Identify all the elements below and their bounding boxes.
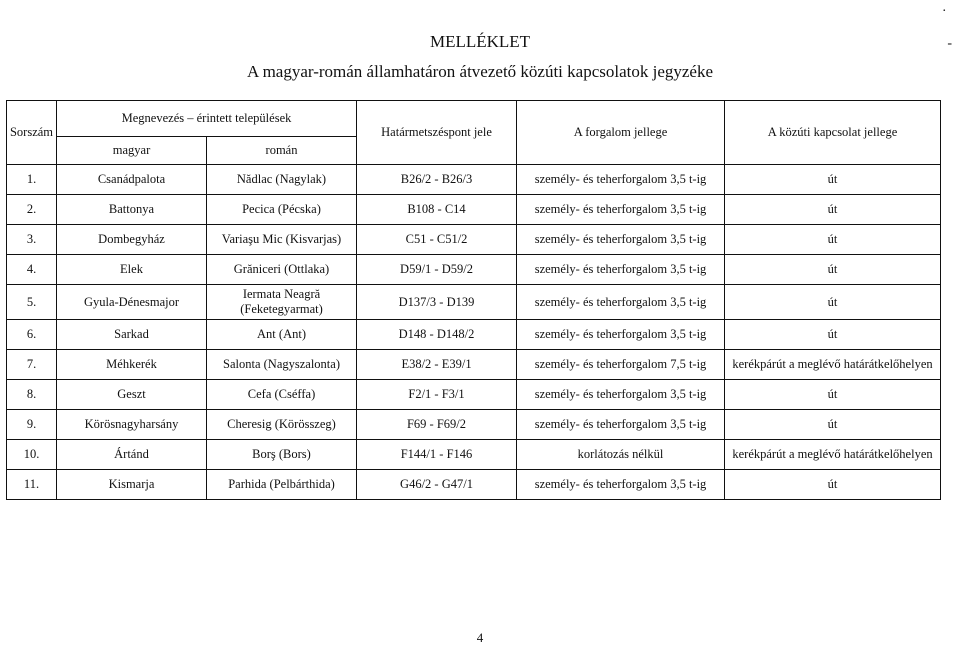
hu-settlement: Sarkad bbox=[57, 320, 207, 350]
traffic-type: személy- és teherforgalom 3,5 t-ig bbox=[517, 255, 725, 285]
ro-settlement: Salonta (Nagyszalonta) bbox=[207, 350, 357, 380]
col-index-header: Sorszám bbox=[7, 101, 57, 165]
row-index: 2. bbox=[7, 195, 57, 225]
traffic-type: korlátozás nélkül bbox=[517, 440, 725, 470]
crossing-point: D137/3 - D139 bbox=[357, 285, 517, 320]
corner-dot-mark: . bbox=[942, 0, 946, 15]
header-row-top bbox=[7, 101, 941, 137]
row-index: 3. bbox=[7, 225, 57, 255]
col-ro-header: román bbox=[207, 137, 357, 165]
table-body bbox=[7, 165, 941, 500]
ro-settlement: Ant (Ant) bbox=[207, 320, 357, 350]
table-row bbox=[7, 285, 941, 320]
connection-type: út bbox=[725, 410, 941, 440]
table-row bbox=[7, 410, 941, 440]
ro-settlement: Grăniceri (Ottlaka) bbox=[207, 255, 357, 285]
crossing-point: G46/2 - G47/1 bbox=[357, 470, 517, 500]
table-row bbox=[7, 195, 941, 225]
row-index: 5. bbox=[7, 285, 57, 320]
crossing-point: E38/2 - E39/1 bbox=[357, 350, 517, 380]
connection-type: út bbox=[725, 320, 941, 350]
crossing-point: B108 - C14 bbox=[357, 195, 517, 225]
hu-settlement: Geszt bbox=[57, 380, 207, 410]
page-number: 4 bbox=[476, 630, 484, 645]
hu-settlement: Méhkerék bbox=[57, 350, 207, 380]
ro-settlement: Nădlac (Nagylak) bbox=[207, 165, 357, 195]
row-index: 8. bbox=[7, 380, 57, 410]
hu-settlement: Elek bbox=[57, 255, 207, 285]
hu-settlement: Gyula-Dénesmajor bbox=[57, 285, 207, 320]
traffic-type: személy- és teherforgalom 3,5 t-ig bbox=[517, 470, 725, 500]
traffic-type: személy- és teherforgalom 3,5 t-ig bbox=[517, 320, 725, 350]
traffic-type: személy- és teherforgalom 3,5 t-ig bbox=[517, 285, 725, 320]
col-type-header: A közúti kapcsolat jellege bbox=[725, 101, 941, 165]
document-subtitle: A magyar-román államhatáron átvezető közúti kapcsolatok jegyzéke bbox=[246, 62, 714, 81]
traffic-type: személy- és teherforgalom 3,5 t-ig bbox=[517, 410, 725, 440]
corner-dash-mark: - bbox=[947, 36, 952, 51]
row-index: 4. bbox=[7, 255, 57, 285]
hu-settlement: Battonya bbox=[57, 195, 207, 225]
crossing-point: F2/1 - F3/1 bbox=[357, 380, 517, 410]
row-index: 10. bbox=[7, 440, 57, 470]
table-row bbox=[7, 440, 941, 470]
connection-type: út bbox=[725, 380, 941, 410]
document-title: MELLÉKLET bbox=[429, 32, 531, 51]
connection-type: út bbox=[725, 225, 941, 255]
hu-settlement: Csanádpalota bbox=[57, 165, 207, 195]
ro-settlement: Borş (Bors) bbox=[207, 440, 357, 470]
traffic-type: személy- és teherforgalom 3,5 t-ig bbox=[517, 225, 725, 255]
row-index: 7. bbox=[7, 350, 57, 380]
row-index: 6. bbox=[7, 320, 57, 350]
crossing-point: B26/2 - B26/3 bbox=[357, 165, 517, 195]
connection-type: kerékpárút a meglévő határátkelőhelyen bbox=[725, 350, 941, 380]
ro-settlement: Parhida (Pelbárthida) bbox=[207, 470, 357, 500]
traffic-type: személy- és teherforgalom 3,5 t-ig bbox=[517, 195, 725, 225]
hu-settlement: Dombegyház bbox=[57, 225, 207, 255]
crossing-point: D59/1 - D59/2 bbox=[357, 255, 517, 285]
ro-settlement: Variaşu Mic (Kisvarjas) bbox=[207, 225, 357, 255]
crossing-point: D148 - D148/2 bbox=[357, 320, 517, 350]
hu-settlement: Ártánd bbox=[57, 440, 207, 470]
row-index: 1. bbox=[7, 165, 57, 195]
row-index: 11. bbox=[7, 470, 57, 500]
table-row bbox=[7, 165, 941, 195]
table-row bbox=[7, 255, 941, 285]
ro-settlement: Pecica (Pécska) bbox=[207, 195, 357, 225]
border-crossings-table bbox=[6, 100, 941, 500]
table-row bbox=[7, 225, 941, 255]
crossing-point: F69 - F69/2 bbox=[357, 410, 517, 440]
ro-settlement: Cefa (Cséffa) bbox=[207, 380, 357, 410]
table-row bbox=[7, 320, 941, 350]
connection-type: út bbox=[725, 470, 941, 500]
col-point-header: Határmetszéspont jele bbox=[357, 101, 517, 165]
crossing-point: C51 - C51/2 bbox=[357, 225, 517, 255]
col-names-group-header: Megnevezés – érintett települések bbox=[57, 101, 357, 137]
table-row bbox=[7, 470, 941, 500]
hu-settlement: Körösnagyharsány bbox=[57, 410, 207, 440]
connection-type: út bbox=[725, 195, 941, 225]
connection-type: kerékpárút a meglévő határátkelőhelyen bbox=[725, 440, 941, 470]
col-traffic-header: A forgalom jellege bbox=[517, 101, 725, 165]
hu-settlement: Kismarja bbox=[57, 470, 207, 500]
table-row bbox=[7, 380, 941, 410]
col-hu-header: magyar bbox=[57, 137, 207, 165]
connection-type: út bbox=[725, 285, 941, 320]
table-row bbox=[7, 350, 941, 380]
connection-type: út bbox=[725, 165, 941, 195]
ro-settlement: Cheresig (Körösszeg) bbox=[207, 410, 357, 440]
connection-type: út bbox=[725, 255, 941, 285]
row-index: 9. bbox=[7, 410, 57, 440]
crossing-point: F144/1 - F146 bbox=[357, 440, 517, 470]
traffic-type: személy- és teherforgalom 3,5 t-ig bbox=[517, 380, 725, 410]
traffic-type: személy- és teherforgalom 7,5 t-ig bbox=[517, 350, 725, 380]
ro-settlement: Iermata Neagră (Feketegyarmat) bbox=[207, 285, 357, 320]
traffic-type: személy- és teherforgalom 3,5 t-ig bbox=[517, 165, 725, 195]
